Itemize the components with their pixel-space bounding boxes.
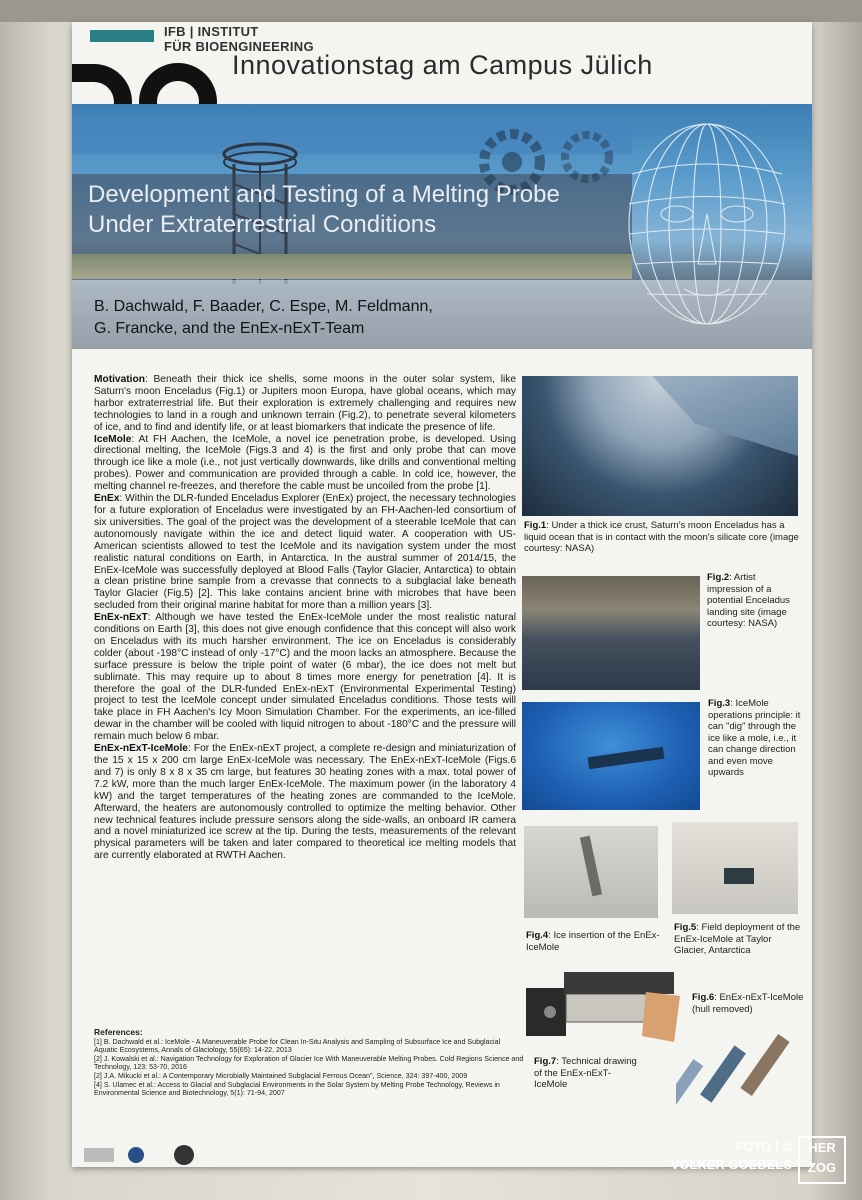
sponsor-logos-icon [84,1144,204,1166]
reference-item: [4] S. Ulamec et al.: Access to Glacial and Subglacial Environments in the Solar System by Melting Probe Technology, Reviews in Environmental Science and Biotechnology, 5(1): 71-94, 2007 [94,1080,500,1098]
fig-text: : Under a thick ice crust, Saturn's moon Enceladus has a liquid ocean that is in contact with the moon's silicate core (image courtesy: NASA) [524,520,799,554]
fig-label: Fig.4 [526,930,549,941]
section-heading: Motivation [94,374,145,385]
fig6-image [676,1028,802,1108]
fig-label: Fig.7 [534,1056,557,1067]
fig3-caption [708,698,804,779]
fig7-image [524,966,684,1046]
fig5-image [672,822,798,914]
authors-line2: G. Francke, and the EnEx-nExT-Team [94,320,365,337]
fig4-caption [526,930,660,953]
fig-text: : Technical drawing of the EnEx-nExT-IceMole [534,1056,637,1090]
fig-text: : Ice insertion of the EnEx-IceMole [526,930,660,953]
reference-item: [1] B. Dachwald et al.: IceMole - A Maneuverable Probe for Clean In-Situ Analysis and Sampling of Subsurface Ice and Subglacial Aquatic Ecosystems, Annals of Glaciology, 55(65): 14-22, 2013 [94,1037,501,1055]
poster-body-text [94,374,516,862]
photo-credit-line2: VOLKER GOEBELS [670,1157,792,1172]
section-enex-next-icemole [94,743,516,862]
poster-title-line1: Development and Testing of a Melting Probe [88,181,560,208]
poster-title [88,180,560,240]
reference-item: [2] J. Kowalski et al.: Navigation Technology for Exploration of Glacier Ice With Maneuverable Melting Probes. Cold Regions Science and Technology, 123: 53-70, 2016 [94,1054,524,1072]
event-title: Innovationstag am Campus Jülich [232,50,653,80]
institute-name-line1: IFB | INSTITUT [164,24,259,39]
title-banner [72,104,812,349]
section-text: : Although we have tested the EnEx-IceMole under the most realistic natural conditions on Earth [3], this does not give enough confidence that this concept will also work on Enceladus with its much harsher environment. The ice on Enceladus is considerably colder (about -198°C instead of only -17°C) and the moon lacks an atmosphere. Because the surface pressure is below the triple point of water (6 mbar), the ice does not melt but sublimate. This may require up to about 8 times more energy for penetration [4]. It is therefore the goal of the DLR-funded EnEx-nExT (Environmental Experimental Testing) project to test the IceMole concept under simulated Enceladus conditions. Those tests will take place in FH Aachen's Icy Moon Simulation Chamber. For the experiments, an ice-filled dewar in the chamber will be cooled with liquid nitrogen to about -180°C and the pressure will remain much below 6 mbar. [94,612,516,743]
section-text: : For the EnEx-nExT project, a complete re-design and miniaturization of the 15 x 15 x 200 cm large EnEx-IceMole was necessary. The EnEx-nExT-IceMole (Figs.6 and 7) is only 8 x 8 x 35 cm large, but features 30 heating zones with a max. total power of 7.2 kW, more than the much larger EnEx-IceMole. The maximum power (in the laboratory 4 kW) and the target temperatures of the heating zones are commanded to the IceMole. Afterward, the heaters are autonomously controlled to optimize the melting behavior. Other new technical features include pressure sensors along the side-walls, an onboard IR camera and a novel miniaturized ice screw at the tip. During the tests, measurements of the relevant physical parameters will be taken and later compared to theoretical ice melting models that are currently elaborated at RWTH Aachen. [94,743,516,862]
authors [94,296,433,340]
section-heading: IceMole [94,433,132,445]
institute-name-line2: FÜR BIOENGINEERING [164,39,314,54]
section-heading: EnEx-nExT [94,612,148,624]
fig-text: : Field deployment of the EnEx-IceMole at Taylor Glacier, Antarctica [674,922,801,956]
section-enex-next [94,612,516,743]
fig2-image [522,576,700,690]
herzog-badge [798,1136,846,1184]
section-text: : Within the DLR-funded Enceladus Explorer (EnEx) project, the necessary technologies for a future exploration of Enceladus were investigated by an FH-Aachen-led consortium of six universities. The goal of the project was the development of a steerable IceMole that can autonomously navigate within the ice and detect liquid water. A cooperation with US-American scientists allowed to test the IceMole and its navigation system under the most realistic natural conditions on Earth, in Antarctica. In the austral summer of 2014/15, the EnEx-IceMole was successfully deployed at Blood Falls (Taylor Glacier, Antarctica) to obtain a clean pristine brine sample from a crevasse that connects to a subglacial lake beneath Taylor Glacier (Fig.5) [2]. This lake contains ancient brine with microbes that have been secluded from their original marine habitat for more than a million years [3]. [94,493,516,612]
fig1-image [522,376,798,516]
photo-credit [671,1138,792,1174]
fig1-caption [524,520,800,555]
institute-logo-bar [90,30,154,42]
fig4-image [524,826,658,918]
section-heading: EnEx-nExT-IceMole [94,743,188,755]
campus-landscape [72,254,632,279]
wall-frame [0,0,862,22]
section-motivation [94,374,516,434]
photo-credit-line1: FOTO | © [735,1139,792,1154]
section-icemole [94,434,516,494]
poster [72,22,812,1167]
fig7-caption [534,1056,644,1091]
fig-label: Fig.6 [692,992,715,1003]
fig-text: : Artist impression of a potential Enceladus landing site (image courtesy: NASA) [707,572,790,629]
fig-text: : EnEx-nExT-IceMole (hull removed) [692,992,804,1015]
badge-line2: ZOG [807,1160,837,1175]
fig-label: Fig.3 [708,698,731,709]
fig-label: Fig.5 [674,922,697,933]
references: References: [1] B. Dachwald et al.: IceMole - A Maneuverable Probe for Clean In-Situ Analysis and Sampling of Subsurface Ice and Subglacial Aquatic Ecosystems, Annals of Glaciology, 55(65): 14-22, 2013 [2] J. Kowalski et al.: Navigation Technology for Exploration of Glacier Ice With Maneuverable Melting Probes. Cold Regions Science and Technology, 123: 53-70, 2016 [2] J.A. Mikucki et al.: A Contemporary Microbially Maintained Subglacial Ferrous Ocean", Science, 324: 397-400, 2009 [4] S. Ulamec et al.: Access to Glacial and Subglacial Environments in the Solar System by Melting Probe Technology, Reviews in Environmental Science and Biotechnology, 5(1): 71-94, 2007 [94,1027,524,1098]
section-text: : At FH Aachen, the IceMole, a novel ice penetration probe, is developed. Using directional melting, the IceMole (Figs.3 and 4) is the first and only probe that can move through ice like a mole (i.e., not just vertically downwards, like drills and conventional melting probes). Power and communication are provided through a cable. In cold ice, however, the melting channel re-freezes, and therefore the cable must be uncoiled from the probe [1]. [94,433,516,493]
fig5-caption [674,922,802,957]
section-enex [94,493,516,612]
section-heading: EnEx [94,493,120,505]
fig2-caption [707,572,803,630]
poster-title-line2: Under Extraterrestrial Conditions [88,211,437,238]
badge-line1: HER [808,1140,836,1155]
references-heading: References [94,1027,140,1037]
fig-label: Fig.2 [707,572,730,583]
fig3-image [522,702,700,810]
fig-label: Fig.1 [524,520,547,531]
reference-item: [2] J.A. Mikucki et al.: A Contemporary Microbially Maintained Subglacial Ferrous Ocean", Science, 324: 397-400, 2009 [94,1071,468,1080]
fig-text: : IceMole operations principle: it can "dig" through the ice like a mole, i.e., it can change direction and even move upwards [708,698,801,778]
fig6-caption [692,992,808,1015]
section-text: : Beneath their thick ice shells, some moons in the outer solar system, like Saturn's moon Enceladus (Fig.1) or Jupiters moon Europa, have global oceans, which may harbor extraterrestrial life. But their exploration is extremely challenging and requires new technologies to land in a rough and unknown terrain (Fig.2), to penetrate several kilometers of ice, and to find and identify life, or at least biomarkers that indicate the presence of life. [94,374,516,433]
authors-line1: B. Dachwald, F. Baader, C. Espe, M. Feldmann, [94,298,433,315]
